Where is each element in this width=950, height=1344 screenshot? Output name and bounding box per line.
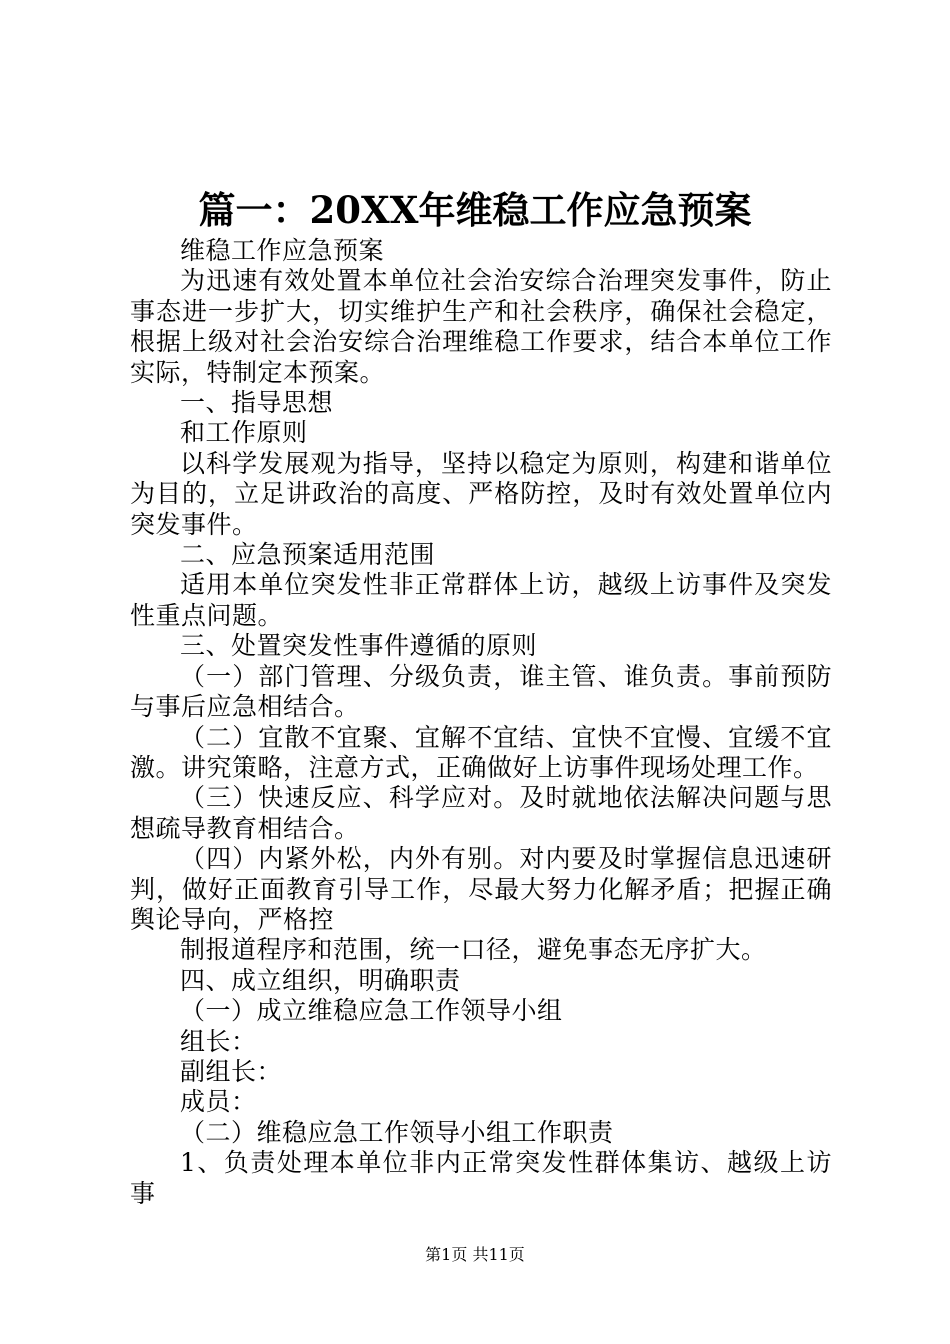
document-body [130,236,832,1209]
section-heading: 四、成立组织，明确职责 [180,965,461,995]
paragraph: （一）成立维稳应急工作领导小组 [180,996,563,1026]
paragraph: 和工作原则 [180,418,308,448]
section-heading: 二、应急预案适用范围 [180,540,436,570]
paragraph: 副组长： [180,1056,283,1086]
paragraph: 适用本单位突发性非正常群体上访，越级上访事件及突发性重点问题。 [130,570,832,630]
paragraph: 维稳工作应急预案 [180,236,385,265]
paragraph: （四）内紧外松，内外有别。对内要及时掌握信息迅速研判，做好正面教育引导工作，尽最大努力化解矛盾；把握正确舆论导向，严格控 [130,844,832,934]
paragraph: 组长： [180,1026,257,1056]
paragraph: 1、负责处理本单位非内正常突发性群体集访、越级上访事 [130,1148,832,1208]
paragraph: （三）快速反应、科学应对。及时就地依法解决问题与思想疏导教育相结合。 [130,783,832,843]
paragraph: 为迅速有效处置本单位社会治安综合治理突发事件，防止事态进一步扩大，切实维护生产和社会秩序，确保社会稳定，根据上级对社会治安综合治理维稳工作要求，结合本单位工作实际，特制定本预案。 [130,266,832,387]
section-heading: 三、处置突发性事件遵循的原则 [180,631,538,661]
paragraph: （二）宜散不宜聚、宜解不宜结、宜快不宜慢、宜缓不宜激。讲究策略，注意方式，正确做好上访事件现场处理工作。 [130,722,832,782]
page-footer: 第1页 共11页 [425,1245,525,1264]
paragraph: 以科学发展观为指导，坚持以稳定为原则，构建和谐单位为目的，立足讲政治的高度、严格防控，及时有效处置单位内突发事件。 [130,448,832,539]
page-title: 篇一：20XX年维稳工作应急预案 [198,188,752,232]
section-heading: 一、指导思想 [180,388,334,418]
paragraph: 制报道程序和范围，统一口径，避免事态无序扩大。 [180,935,767,965]
paragraph: （一）部门管理、分级负责，谁主管、谁负责。事前预防与事后应急相结合。 [130,661,832,722]
paragraph: 成员： [180,1087,257,1117]
paragraph: （二）维稳应急工作领导小组工作职责 [180,1117,614,1147]
